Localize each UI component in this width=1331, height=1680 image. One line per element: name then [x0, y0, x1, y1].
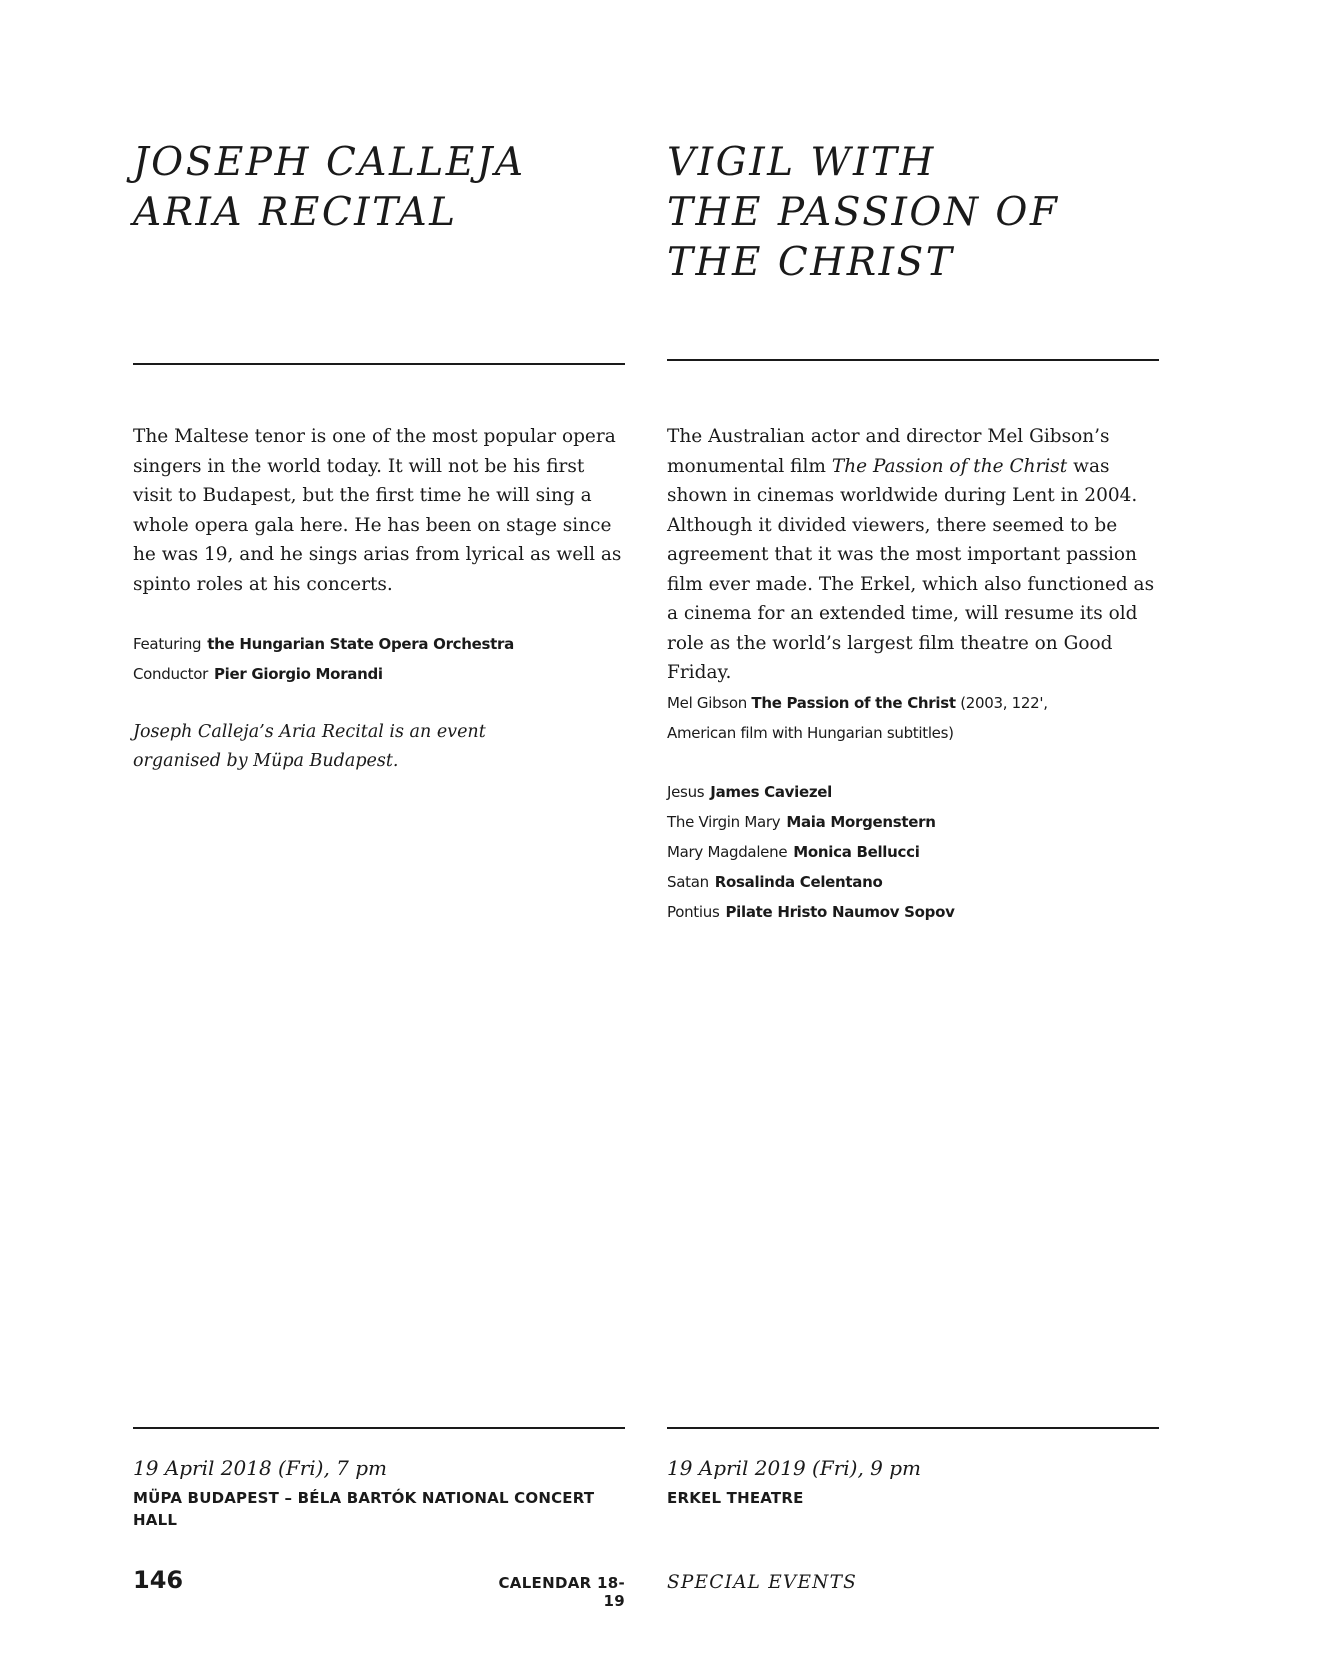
credits-calleja: [133, 629, 625, 689]
title-divider-right: [667, 359, 1159, 361]
date-divider-left: [133, 1427, 625, 1429]
credit-role: Conductor: [133, 665, 208, 683]
cast-role: Pontius: [667, 903, 720, 921]
cast-list: [667, 777, 1159, 927]
event-date-vigil: 19 April 2019 (Fri), 9 pm: [667, 1456, 922, 1480]
title-divider-left: [133, 363, 625, 365]
cast-line: [667, 807, 1159, 837]
event-date-calleja: 19 April 2018 (Fri), 7 pm: [133, 1456, 388, 1480]
cast-name: Monica Bellucci: [793, 843, 920, 861]
film-details: (2003, 122', American film with Hungarian subtitles): [667, 694, 1048, 742]
credit-role: Featuring: [133, 635, 202, 653]
cast-line: [667, 897, 1159, 927]
cast-name: Rosalinda Celentano: [714, 873, 883, 891]
cast-name: Maia Morgenstern: [786, 813, 936, 831]
credit-name: Pier Giorgio Morandi: [213, 665, 383, 683]
event-title-vigil: VIGIL WITH THE PASSION OF THE CHRIST: [667, 140, 1060, 285]
event-description-calleja: The Maltese tenor is one of the most popular opera singers in the world today. It will not be his first visit to Budapest, but the first time he will sing a whole opera gala here. He has been on stage since he was 19, and he sings arias from lyrical as well as spinto roles at his concerts.: [133, 426, 622, 595]
event-description-vigil: [667, 422, 1159, 688]
cast-name: James Caviezel: [710, 783, 833, 801]
film-director: Mel Gibson: [667, 694, 747, 712]
credit-line: [133, 629, 625, 659]
page-number: 146: [133, 1566, 184, 1594]
cast-role: Satan: [667, 873, 709, 891]
section-label: SPECIAL EVENTS: [667, 1572, 857, 1593]
credit-line: [133, 659, 625, 689]
cast-line: [667, 837, 1159, 867]
cast-role: Jesus: [667, 783, 705, 801]
credit-name: the Hungarian State Opera Orchestra: [207, 635, 514, 653]
calendar-label: CALENDAR 18-19: [498, 1574, 625, 1610]
cast-line: [667, 777, 1159, 807]
event-venue-vigil: ERKEL THEATRE: [667, 1489, 804, 1507]
film-info: [667, 688, 1107, 748]
cast-name: Pilate Hristo Naumov Sopov: [725, 903, 955, 921]
cast-line: [667, 867, 1159, 897]
description-text: The Australian actor and director Mel Gibson’s monumental film: [667, 426, 1110, 477]
film-title: The Passion of the Christ: [751, 694, 956, 712]
event-venue-calleja: MÜPA BUDAPEST – BÉLA BARTÓK NATIONAL CONCERT HALL: [133, 1489, 595, 1529]
film-title-inline: The Passion of the Christ: [831, 455, 1068, 477]
cast-role: The Virgin Mary: [667, 813, 781, 831]
organiser-note: Joseph Calleja’s Aria Recital is an event organised by Müpa Budapest.: [133, 722, 486, 771]
description-text: was shown in cinemas worldwide during Lent in 2004. Although it divided viewers, there seemed to be agreement that it was the most important passion film ever made. The Erkel, which also functioned as a cinema for an extended time, will resume its old role as the world’s largest film theatre on Good Friday.: [667, 455, 1155, 683]
event-title-calleja: JOSEPH CALLEJA ARIA RECITAL: [133, 140, 526, 235]
date-divider-right: [667, 1427, 1159, 1429]
cast-role: Mary Magdalene: [667, 843, 788, 861]
